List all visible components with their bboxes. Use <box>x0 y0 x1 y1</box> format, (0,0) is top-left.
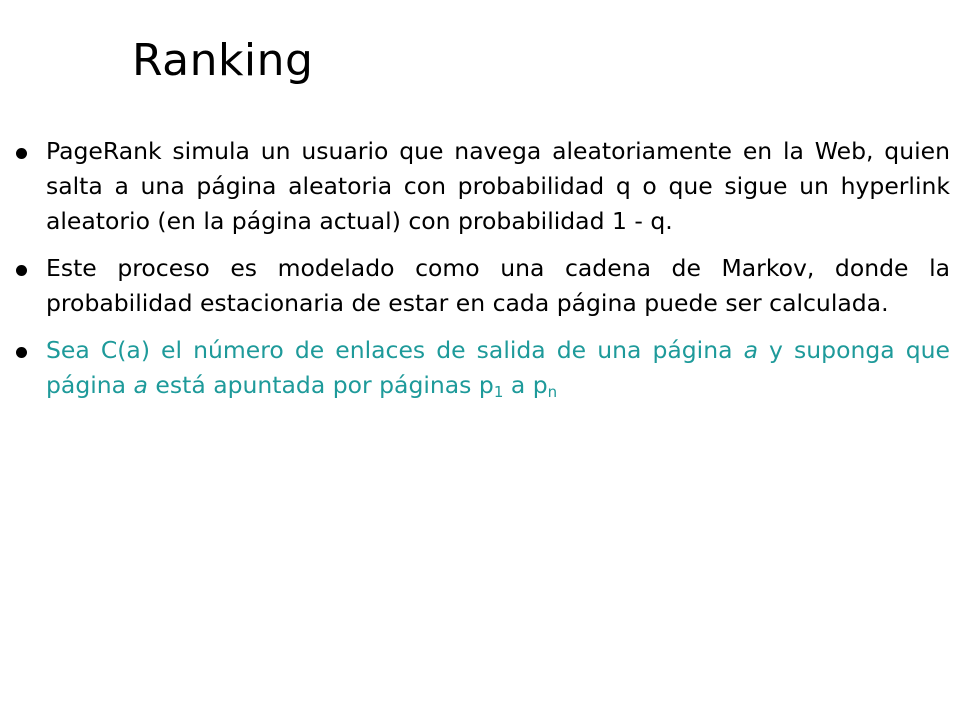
bullet-item-markov <box>14 251 950 321</box>
bullet-item-pagerank <box>14 134 950 239</box>
variable-a: a <box>133 371 148 399</box>
variable-a: a <box>743 336 758 364</box>
bullet-dot-icon <box>16 265 27 276</box>
bullet-dot-icon <box>16 148 27 159</box>
slide-title: Ranking <box>132 35 314 86</box>
bullet-item-definition <box>14 333 950 403</box>
bullet-dot-icon <box>16 347 27 358</box>
bullet-text: PageRank simula un usuario que navega aleatoriamente en la Web, quien salta a una página aleatoria con probabilidad q o que sigue un hyperlink aleatorio (en la página actual) con probabilidad 1 - q. <box>46 137 950 235</box>
bullet-text-part: Sea C(a) el número de enlaces de salida de una página <box>46 336 744 364</box>
subscript-1: 1 <box>493 383 504 401</box>
bullet-list <box>14 134 950 403</box>
bullet-text: Este proceso es modelado como una cadena de Markov, donde la probabilidad estacionaria de estar en cada página puede ser calculada. <box>46 254 950 317</box>
bullet-text-part: está apuntada por páginas p <box>147 371 494 399</box>
bullet-text-part: a p <box>503 371 548 399</box>
bullet-text-part: y suponga que página <box>46 336 950 399</box>
subscript-n: n <box>547 383 558 401</box>
